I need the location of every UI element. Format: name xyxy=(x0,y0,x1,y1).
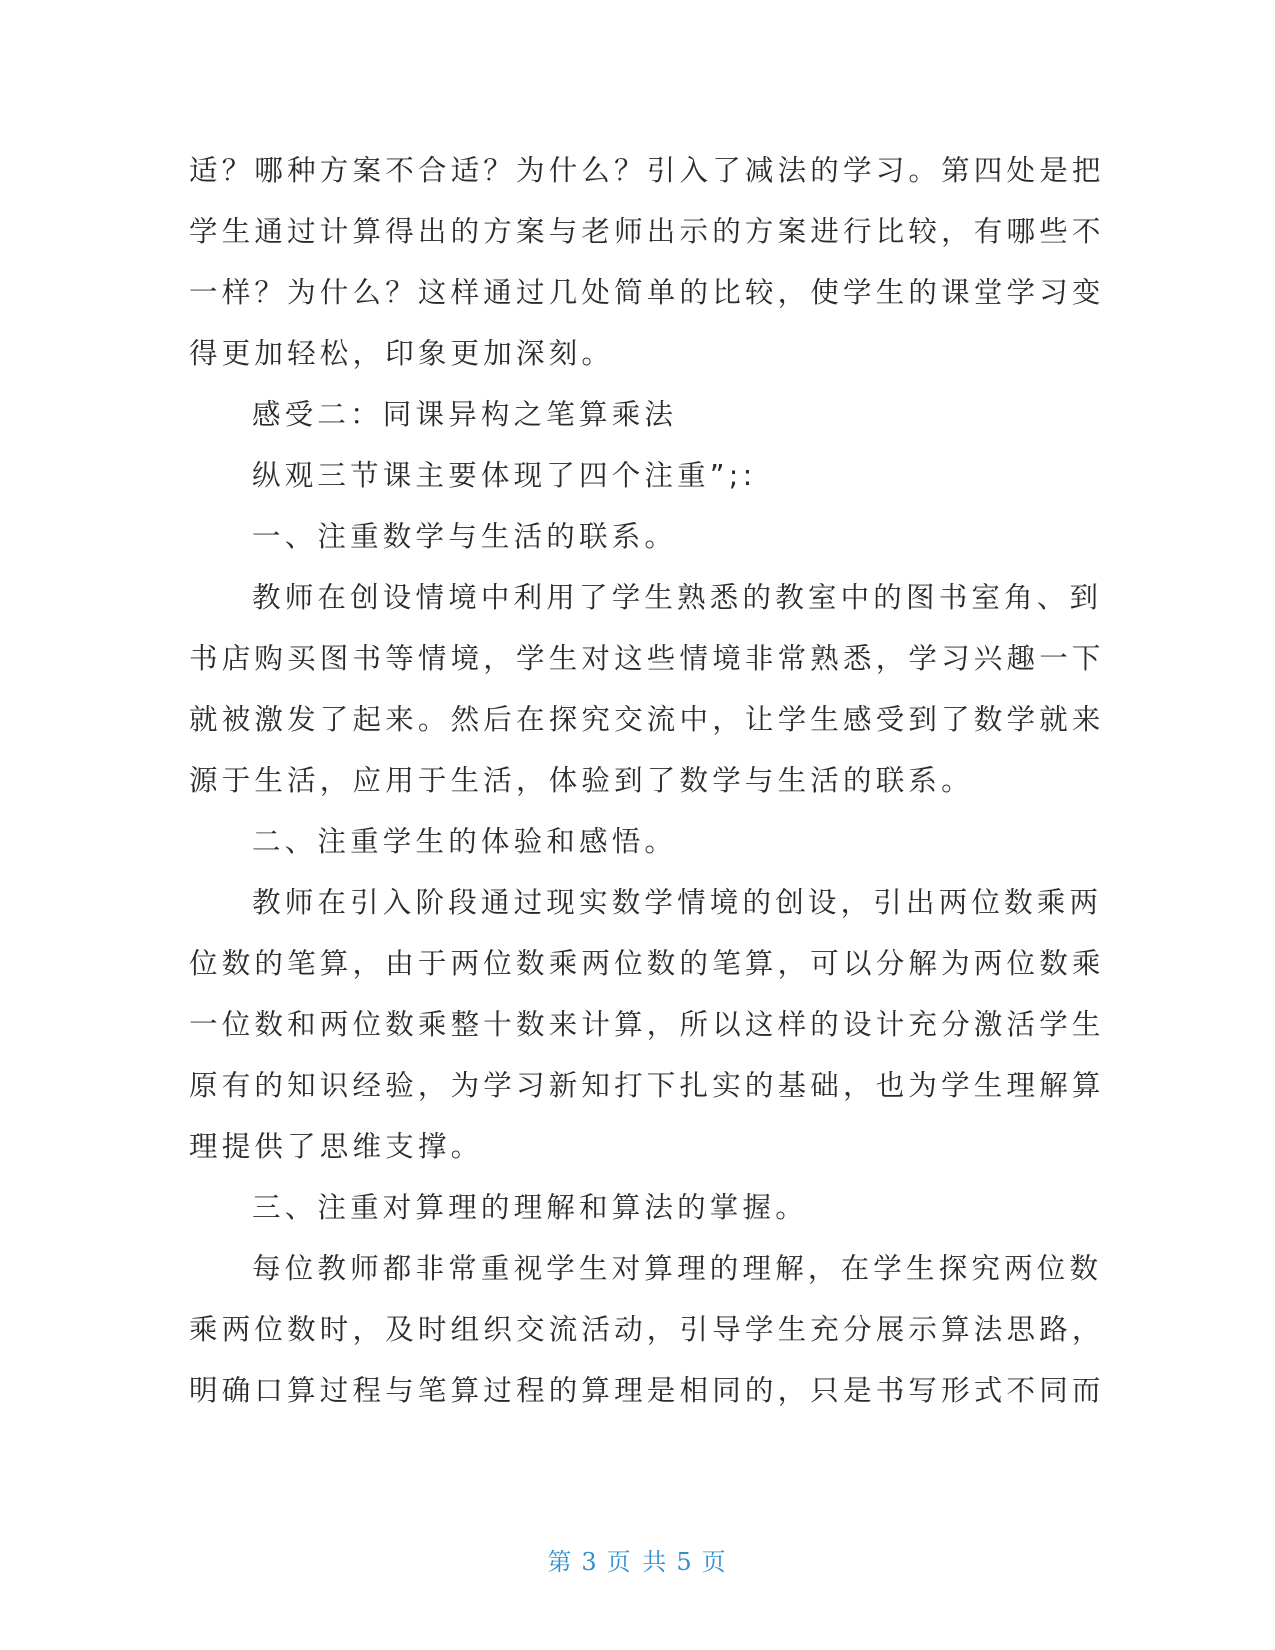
text-line: 感受二：同课异构之笔算乘法 xyxy=(252,398,678,431)
text-line: 教师在创设情境中利用了学生熟悉的教室中的图书室角、到 xyxy=(252,581,1103,614)
footer-total-pages: 5 xyxy=(676,1548,694,1576)
text-line: 学生通过计算得出的方案与老师出示的方案进行比较，有哪些不 xyxy=(189,215,1105,248)
text-line: 适？哪种方案不合适？为什么？引入了减法的学习。第四处是把 xyxy=(189,154,1105,187)
page-footer xyxy=(0,1542,1275,1577)
text-line: 就被激发了起来。然后在探究交流中，让学生感受到了数学就来 xyxy=(189,703,1105,736)
text-line: 每位教师都非常重视学生对算理的理解，在学生探究两位数 xyxy=(252,1252,1103,1285)
footer-middle: 页 共 xyxy=(606,1548,669,1576)
text-line: 得更加轻松，印象更加深刻。 xyxy=(189,337,615,370)
text-line: 理提供了思维支撑。 xyxy=(189,1130,484,1163)
text-line: 教师在引入阶段通过现实数学情境的创设，引出两位数乘两 xyxy=(252,886,1103,919)
text-line: 明确口算过程与笔算过程的算理是相同的，只是书写形式不同而 xyxy=(189,1374,1105,1407)
text-line: 源于生活，应用于生活，体验到了数学与生活的联系。 xyxy=(189,764,974,797)
text-line: 原有的知识经验，为学习新知打下扎实的基础，也为学生理解算 xyxy=(189,1069,1105,1102)
text-line: 一样？为什么？这样通过几处简单的比较，使学生的课堂学习变 xyxy=(189,276,1105,309)
text-line: 乘两位数时，及时组织交流活动，引导学生充分展示算法思路， xyxy=(189,1313,1105,1346)
footer-prefix: 第 xyxy=(547,1548,574,1576)
footer-page-number: 3 xyxy=(581,1548,599,1576)
text-line: 一、注重数学与生活的联系。 xyxy=(252,520,678,553)
text-line: 书店购买图书等情境，学生对这些情境非常熟悉，学习兴趣一下 xyxy=(189,642,1105,675)
text-line: 位数的笔算，由于两位数乘两位数的笔算，可以分解为两位数乘 xyxy=(189,947,1105,980)
footer-suffix: 页 xyxy=(701,1548,728,1576)
text-line: 纵观三节课主要体现了四个注重”;: xyxy=(252,459,757,492)
text-line: 二、注重学生的体验和感悟。 xyxy=(252,825,678,858)
document-body xyxy=(189,140,1105,1421)
text-line: 一位数和两位数乘整十数来计算，所以这样的设计充分激活学生 xyxy=(189,1008,1105,1041)
text-line: 三、注重对算理的理解和算法的掌握。 xyxy=(252,1191,808,1224)
